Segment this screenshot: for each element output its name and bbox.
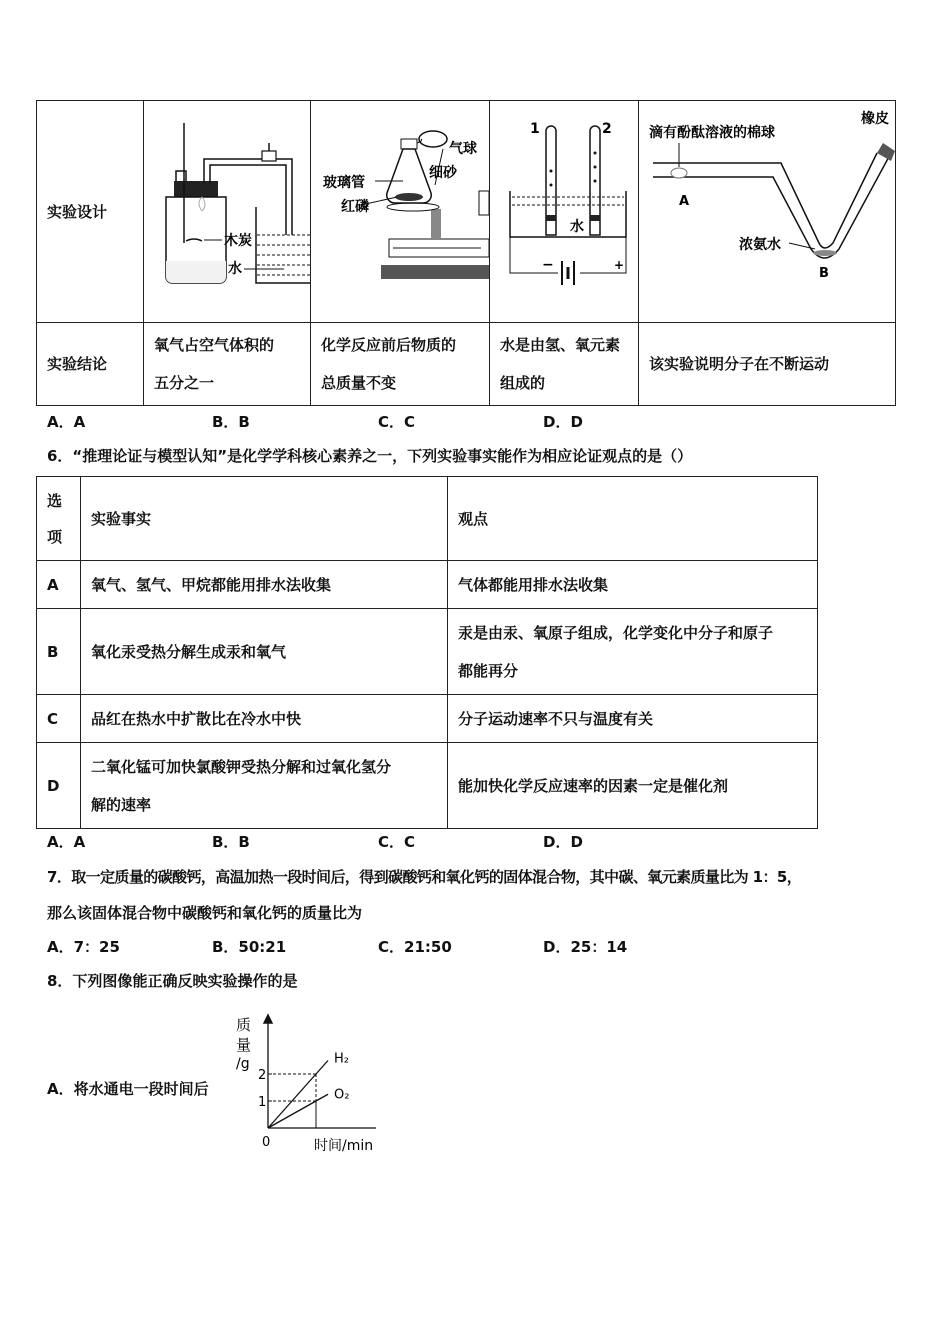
y-tick-label: 1 (258, 1095, 267, 1110)
q7-option-a[interactable]: A．7：25 (47, 938, 120, 956)
row-fact: 二氧化锰可加快氯酸钾受热分解和过氧化氢分 解的速率 (81, 743, 448, 829)
header-option: 选 项 (37, 477, 81, 561)
label-sand: 细砂 (429, 165, 457, 181)
label-tube-2: 2 (602, 121, 612, 137)
diagram-electrolysis (490, 101, 639, 323)
q5-option-c[interactable]: C．C (378, 413, 416, 431)
label-red-phosphorus: 红磷 (341, 199, 369, 215)
label-a: A (679, 194, 690, 209)
row-option: A (37, 561, 81, 609)
header-fact: 实验事实 (81, 477, 448, 561)
q5-option-d[interactable]: D．D (543, 413, 583, 431)
q7-option-d[interactable]: D．25：14 (543, 938, 628, 956)
series-label-o2: O₂ (334, 1087, 350, 1103)
label-tube-1: 1 (530, 121, 540, 137)
table-row (37, 695, 818, 743)
label-rubber: 橡皮 (861, 111, 889, 127)
series-line-o2 (268, 1094, 328, 1128)
q7-stem-line1: 7．取一定质量的碳酸钙，高温加热一段时间后，得到碳酸钙和氧化钙的固体混合物，其中碳、氧元素质量比为 1：5， (47, 868, 802, 886)
xlabel: 时间/min (314, 1138, 374, 1154)
row-fact: 氧化汞受热分解生成汞和氧气 (81, 609, 448, 695)
q6-table (36, 476, 818, 829)
row-option: C (37, 695, 81, 743)
q8-option-a-text[interactable]: A．将水通电一段时间后 (47, 1080, 209, 1098)
conclusion-c: 水是由氢、氧元素 组成的 (490, 323, 639, 406)
row-fact: 品红在热水中扩散比在冷水中快 (81, 695, 448, 743)
conclusion-a: 氧气占空气体积的 五分之一 (144, 323, 311, 406)
series-label-h2: H₂ (334, 1051, 349, 1067)
row-option: D (37, 743, 81, 829)
conclusion-d: 该实验说明分子在不断运动 (639, 323, 896, 406)
q5-option-b[interactable]: B．B (212, 413, 250, 431)
q6-option-a[interactable]: A．A (47, 833, 86, 851)
label-b: B (819, 266, 829, 281)
q6-stem: 6．“推理论证与模型认知”是化学学科核心素养之一，下列实验事实能作为相应论证观点的是（） (47, 447, 693, 465)
q5-option-a[interactable]: A．A (47, 413, 86, 431)
row-label-conclusion: 实验结论 (37, 323, 144, 406)
q6-option-b[interactable]: B．B (212, 833, 250, 851)
series-line-h2 (268, 1061, 328, 1129)
q6-option-c[interactable]: C．C (378, 833, 416, 851)
q6-option-d[interactable]: D．D (543, 833, 583, 851)
ylabel-line-2: 量 (236, 1036, 252, 1054)
q8-stem: 8．下列图像能正确反映实验操作的是 (47, 972, 298, 990)
diagram-mass-conservation (311, 101, 490, 323)
diagram-molecular-motion (639, 101, 896, 323)
q7-option-c[interactable]: C．21:50 (378, 938, 452, 956)
row-view: 气体都能用排水法收集 (448, 561, 818, 609)
row-view: 能加快化学反应速率的因素一定是催化剂 (448, 743, 818, 829)
row-view: 汞是由汞、氧原子组成，化学变化中分子和原子 都能再分 (448, 609, 818, 695)
table-row (37, 561, 818, 609)
origin-label: 0 (262, 1135, 271, 1150)
label-water: 水 (570, 219, 584, 235)
label-balloon: 气球 (449, 141, 477, 157)
table-row (37, 743, 818, 829)
ylabel-line-3: /g (236, 1056, 250, 1072)
label-ammonia: 浓氨水 (739, 237, 781, 253)
row-label-design: 实验设计 (37, 101, 144, 323)
label-negative: − (542, 257, 554, 273)
row-view: 分子运动速率不只与温度有关 (448, 695, 818, 743)
header-view: 观点 (448, 477, 818, 561)
table-row (37, 609, 818, 695)
q7-option-b[interactable]: B．50:21 (212, 938, 287, 956)
q7-stem-line2: 那么该固体混合物中碳酸钙和氧化钙的质量比为 (47, 904, 363, 922)
conclusion-b: 化学反应前后物质的 总质量不变 (311, 323, 490, 406)
diagram-oxygen-content (144, 101, 311, 323)
label-cotton: 滴有酚酞溶液的棉球 (649, 125, 775, 141)
label-water: 水 (228, 261, 242, 277)
label-glass-tube: 玻璃管 (323, 175, 365, 191)
row-fact: 氧气、氢气、甲烷都能用排水法收集 (81, 561, 448, 609)
mass-time-chart (226, 1008, 396, 1158)
ylabel-line-1: 质 (236, 1016, 252, 1034)
label-charcoal: 木炭 (224, 233, 252, 249)
label-positive: + (614, 258, 625, 272)
row-option: B (37, 609, 81, 695)
y-tick-label: 2 (258, 1068, 267, 1083)
q5-table (36, 100, 896, 406)
